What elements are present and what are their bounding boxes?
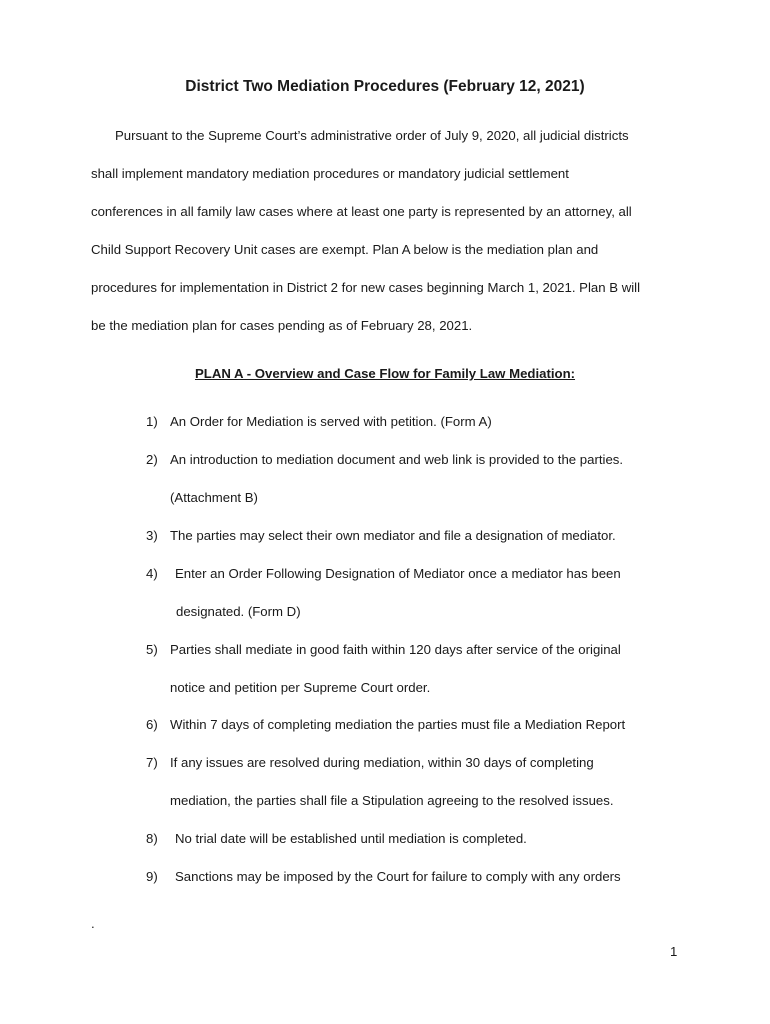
list-item-text: The parties may select their own mediator and file a designation of mediator. — [170, 528, 616, 543]
list-item-text: An introduction to mediation document and web link is provided to the parties. — [170, 452, 624, 467]
list-item-text: Within 7 days of completing mediation the parties must file a Mediation Report — [170, 717, 626, 732]
list-item-number: 9) — [146, 869, 158, 884]
list-item-number: 6) — [146, 717, 158, 732]
intro-line-6: be the mediation plan for cases pending as of February 28, 2021. — [91, 318, 473, 333]
list-item-text: Enter an Order Following Designation of Mediator once a mediator has been — [175, 566, 621, 581]
intro-line-2: shall implement mandatory mediation procedures or mandatory judicial settlement — [91, 166, 569, 181]
document-title: District Two Mediation Procedures (February 12, 2021) — [185, 78, 585, 95]
intro-line-1: Pursuant to the Supreme Court’s administrative order of July 9, 2020, all judicial districts — [115, 128, 629, 143]
trailing-period: . — [91, 916, 95, 931]
plan-a-heading: PLAN A - Overview and Case Flow for Family Law Mediation: — [194, 366, 576, 381]
list-item-text: If any issues are resolved during mediation, within 30 days of completing — [170, 755, 594, 770]
list-item-number: 3) — [146, 528, 158, 543]
list-item-continuation: (Attachment B) — [170, 490, 258, 505]
list-item-number: 1) — [146, 414, 158, 429]
list-item-text: No trial date will be established until mediation is completed. — [175, 831, 527, 846]
intro-line-3: conferences in all family law cases where at least one party is represented by an attorney, all — [91, 204, 632, 219]
list-item-number: 2) — [146, 452, 158, 467]
list-item-number: 4) — [146, 566, 158, 581]
page-number: 1 — [670, 944, 678, 959]
intro-line-4: Child Support Recovery Unit cases are exempt. Plan A below is the mediation plan and — [91, 242, 599, 257]
list-item-text: Sanctions may be imposed by the Court for failure to comply with any orders — [175, 869, 621, 884]
list-item-text: Parties shall mediate in good faith within 120 days after service of the original — [170, 642, 621, 657]
list-item-number: 7) — [146, 755, 158, 770]
list-item-number: 8) — [146, 831, 158, 846]
list-item-number: 5) — [146, 642, 158, 657]
list-item-text: An Order for Mediation is served with petition. (Form A) — [170, 414, 492, 429]
list-item-continuation: notice and petition per Supreme Court order. — [170, 680, 431, 695]
intro-line-5: procedures for implementation in District 2 for new cases beginning March 1, 2021. Plan B will — [91, 280, 641, 295]
list-item-continuation: designated. (Form D) — [176, 604, 301, 619]
list-item-continuation: mediation, the parties shall file a Stipulation agreeing to the resolved issues. — [170, 793, 614, 808]
